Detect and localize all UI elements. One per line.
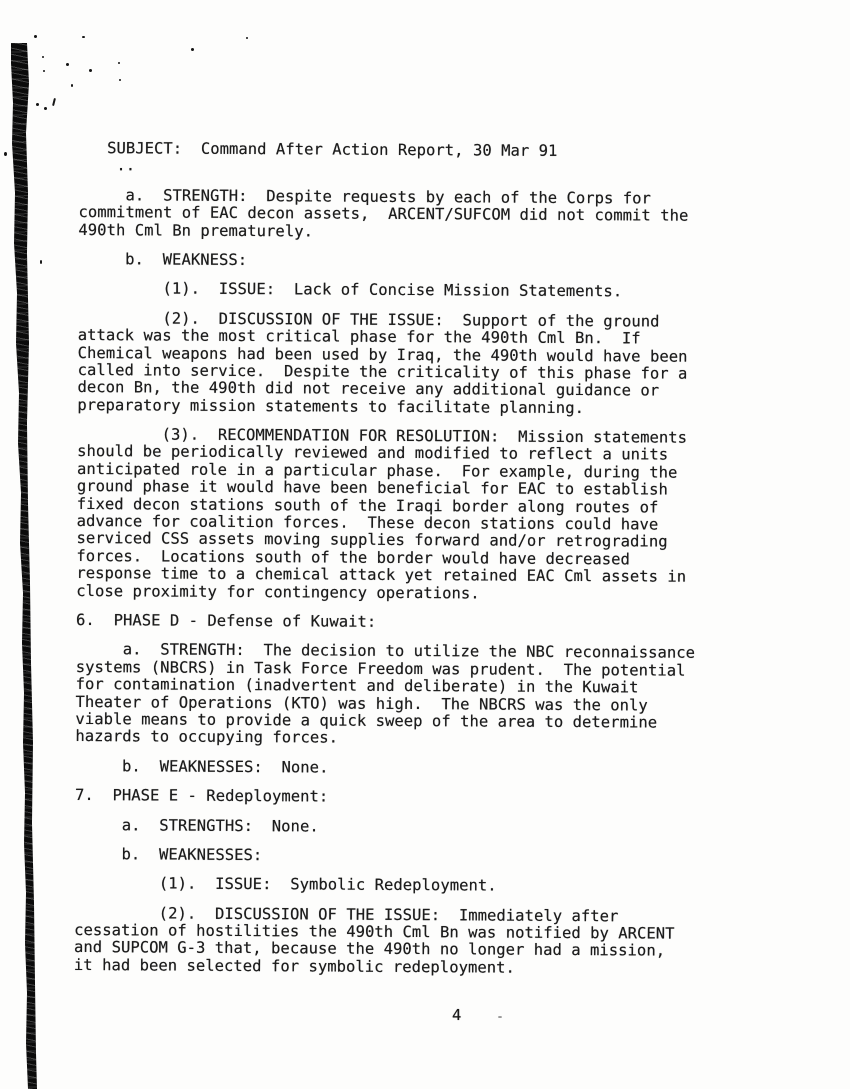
document-line: b. WEAKNESS: — [78, 249, 248, 269]
document-line: 6. PHASE D - Defense of Kuwait: — [76, 610, 377, 631]
document-text — [74, 140, 739, 978]
document-line: systems (NBCRS) in Task Force Freedom was prudent. The potential — [75, 657, 686, 680]
document-line: (2). DISCUSSION OF THE ISSUE: Support of the ground — [77, 308, 660, 331]
document-line: it had been selected for symbolic redeployment. — [73, 955, 515, 977]
paragraph — [74, 905, 734, 979]
document-line: serviced CSS assets moving supplies forward and/or retrograding — [76, 529, 668, 552]
document-line: (2). DISCUSSION OF THE ISSUE: Immediately after — [74, 903, 619, 925]
paragraph — [79, 140, 739, 179]
document-line: called into service. Despite the criticality of this phase for a — [77, 360, 688, 383]
document-line: should be periodically reviewed and modified to reflect a units — [77, 442, 669, 465]
paragraph — [76, 612, 736, 633]
ink-speck — [34, 35, 37, 38]
document-line: .. — [78, 156, 136, 175]
ink-speck — [36, 103, 39, 106]
ink-speck — [498, 1016, 502, 1018]
ink-speck — [66, 63, 69, 66]
paragraph — [75, 787, 735, 808]
document-line: fixed decon stations south of the Iraqi border along routes of — [76, 494, 659, 517]
document-line: commitment of EAC decon assets, ARCENT/SUFCOM did not commit the — [78, 203, 689, 225]
paragraph — [75, 846, 735, 867]
ink-speck — [42, 56, 44, 58]
paragraph — [75, 758, 735, 779]
document-line: a. STRENGTH: The decision to utilize the NBC reconnaissance — [75, 640, 696, 663]
ink-speck — [44, 107, 47, 110]
document-line: response time to a chemical attack yet retained EAC Cml assets in — [76, 564, 687, 586]
document-line: viable means to provide a quick sweep of the area to determine — [75, 709, 658, 732]
document-line: a. STRENGTHS: None. — [74, 815, 319, 835]
ink-speck — [89, 69, 92, 72]
document-line: (1). ISSUE: Lack of Concise Mission Statements. — [78, 279, 623, 301]
document-line: SUBJECT: Command After Action Report, 30 Mar 91 — [78, 139, 558, 160]
document-line: a. STRENGTH: Despite requests by each of the Corps for — [78, 185, 652, 208]
paragraph — [76, 426, 737, 604]
document-line: anticipated role in a particular phase. For example, during the — [76, 459, 678, 482]
document-line: decon Bn, the 490th did not receive any additional guidance or — [77, 378, 660, 400]
paragraph — [77, 310, 738, 418]
ink-speck — [4, 152, 7, 156]
document-line: preparatory mission statements to facilitate planning. — [77, 395, 585, 417]
ink-speck — [118, 62, 120, 64]
document-line: cessation of hostilities the 490th Cml Bn was notified by ARCENT — [74, 921, 675, 943]
document-line: Chemical weapons had been used by Iraq, the 490th would have been — [77, 343, 688, 366]
document-line: for contamination (inadvertent and deliberate) in the Kuwait — [75, 675, 639, 697]
ink-speck — [40, 260, 42, 264]
paragraph — [75, 816, 735, 837]
paragraph — [78, 251, 738, 272]
ink-speck — [246, 37, 248, 39]
page-number: 4 — [452, 1006, 462, 1024]
ink-speck — [43, 70, 45, 72]
ink-speck — [82, 36, 85, 38]
document-line: 7. PHASE E - Redeployment: — [74, 786, 329, 806]
document-line: close proximity for contingency operations. — [76, 581, 480, 603]
document-line: advance for coalition forces. These decon stations could have — [76, 512, 659, 534]
ink-squiggle — [52, 98, 56, 106]
document-line: (3). RECOMMENDATION FOR RESOLUTION: Mission statements — [77, 425, 688, 447]
document-line: 490th Cml Bn prematurely. — [78, 220, 314, 240]
document-line: b. WEAKNESSES: None. — [75, 756, 329, 777]
ink-speck — [191, 48, 194, 51]
paragraph — [74, 875, 734, 896]
document-line: forces. Locations south of the border would have decreased — [76, 546, 631, 569]
ink-speck — [71, 84, 73, 87]
paragraph — [78, 187, 738, 243]
document-line: Theater of Operations (KTO) was high. The NBCRS was the only — [75, 692, 648, 715]
document-line: and SUPCOM G-3 that, because the 490th no longer had a mission, — [74, 938, 666, 961]
document-line: ground phase it would have been beneficial for EAC to establish — [76, 477, 668, 499]
document-line: b. WEAKNESSES: — [74, 844, 263, 865]
paragraph — [75, 641, 736, 749]
paragraph — [78, 280, 738, 301]
document-line: (1). ISSUE: Symbolic Redeployment. — [74, 874, 497, 895]
ink-speck — [119, 79, 121, 81]
document-line: attack was the most critical phase for the 490th Cml Bn. If — [77, 326, 641, 348]
document-line: hazards to occupying forces. — [75, 727, 339, 747]
scan-binding-artifact — [0, 43, 38, 1089]
